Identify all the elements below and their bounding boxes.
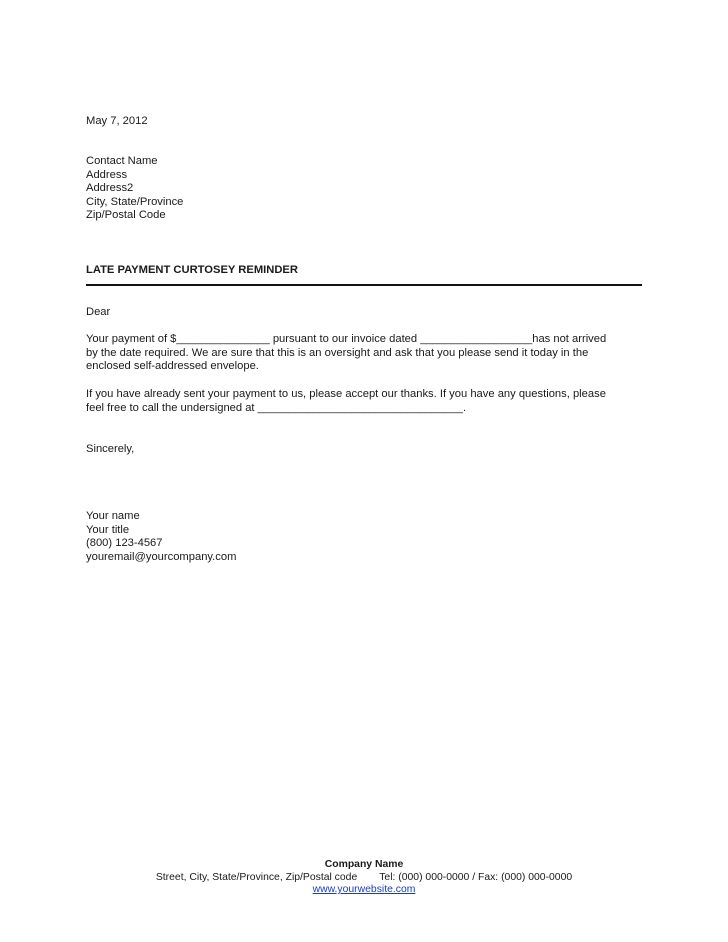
recipient-address: Address	[86, 168, 128, 181]
recipient-city-state: City, State/Province	[86, 195, 184, 208]
closing: Sincerely,	[86, 443, 135, 455]
recipient-address2: Address2	[86, 182, 134, 195]
signature-block	[86, 510, 236, 564]
body-paragraph-1	[86, 333, 606, 374]
letterhead-footer	[0, 859, 728, 897]
footer-contact: Tel: (000) 000-0000 / Fax: (000) 000-0000	[379, 871, 573, 883]
salutation: Dear	[86, 306, 111, 318]
footer-address-line	[0, 872, 728, 885]
letter-subject: LATE PAYMENT CURTOSEY REMINDER	[86, 264, 298, 276]
footer-website-link[interactable]: www.yourwebsite.com	[312, 884, 416, 896]
paragraph-line: If you have already sent your payment to us, please accept our thanks. If you have any questions, please	[86, 388, 606, 400]
signer-phone: (800) 123-4567	[86, 537, 163, 550]
recipient-zip: Zip/Postal Code	[86, 209, 166, 222]
paragraph-line: Your payment of $_______________ pursuant to our invoice dated __________________has not arrived	[86, 333, 607, 345]
letter-date: May 7, 2012	[86, 115, 148, 127]
subject-divider	[86, 284, 642, 286]
footer-company-name: Company Name	[324, 859, 404, 870]
signer-email: youremail@yourcompany.com	[86, 550, 237, 563]
paragraph-line: by the date required. We are sure that this is an oversight and ask that you please send it today in the	[86, 346, 589, 359]
signer-name: Your name	[86, 510, 140, 522]
signer-title: Your title	[86, 523, 130, 536]
paragraph-line: feel free to call the undersigned at _________________________________.	[86, 401, 467, 414]
recipient-name: Contact Name	[86, 155, 158, 167]
footer-address: Street, City, State/Province, Zip/Postal code	[155, 871, 358, 883]
paragraph-line: enclosed self-addressed envelope.	[86, 360, 259, 373]
recipient-address-block	[86, 155, 183, 223]
body-paragraph-2	[86, 388, 606, 415]
